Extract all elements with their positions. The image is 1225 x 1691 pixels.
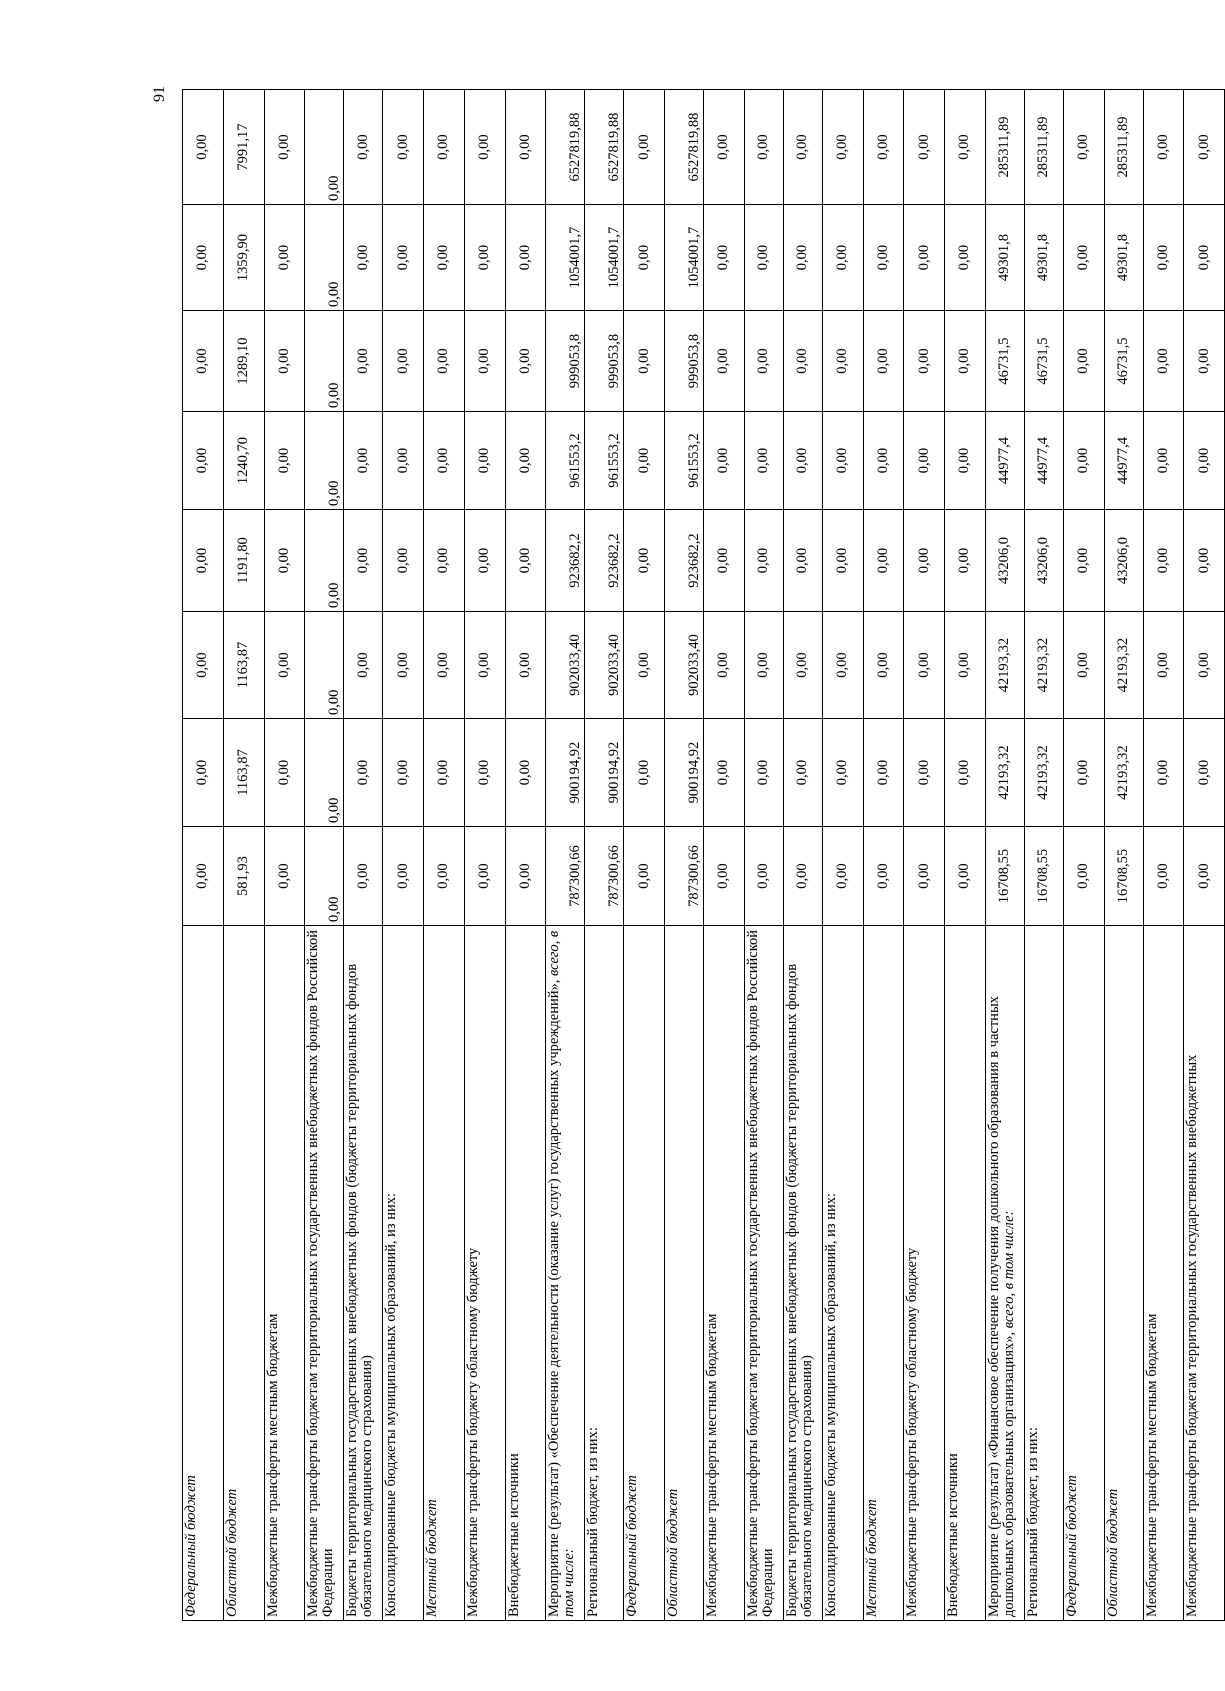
table-row: [822, 90, 863, 1621]
value-cell: 0,00: [1184, 612, 1225, 719]
row-label-note: всего, в том числе:: [1000, 1210, 1017, 1332]
value-cell: 0,00: [264, 311, 305, 412]
table-row: [904, 90, 945, 1621]
value-cell: 43206,0: [985, 510, 1024, 612]
row-label: [223, 926, 264, 1621]
value-cell: 0,00: [505, 827, 546, 926]
value-cell: 0,00: [904, 612, 945, 719]
value-cell: 1359,90: [223, 205, 264, 311]
value-cell: 0,00: [1143, 311, 1184, 412]
value-cell: 0,00: [945, 510, 986, 612]
row-label-text: Межбюджетные трансферты местным бюджетам: [1143, 1313, 1160, 1617]
value-cell: 0,00: [183, 412, 224, 510]
value-cell: 0,00: [183, 90, 224, 205]
value-cell: 1054001,7: [546, 205, 585, 311]
value-cell: 0,00: [505, 311, 546, 412]
value-cell: 0,00: [264, 719, 305, 827]
value-cell: 0,00: [464, 510, 505, 612]
row-label: [305, 926, 344, 1621]
value-cell: 0,00: [744, 827, 783, 926]
table-row: [223, 90, 264, 1621]
value-cell: 0,00: [505, 90, 546, 205]
value-cell: 0,00: [945, 719, 986, 827]
value-cell: 0,00: [822, 311, 863, 412]
value-cell: 42193,32: [1104, 719, 1143, 827]
value-cell: 7991,17: [223, 90, 264, 205]
row-label: [464, 926, 505, 1621]
value-cell: 0,00: [305, 612, 344, 719]
value-cell: 0,00: [704, 205, 745, 311]
value-cell: 0,00: [464, 612, 505, 719]
value-cell: 0,00: [305, 827, 344, 926]
table-row: [424, 90, 465, 1621]
value-cell: 6527819,88: [546, 90, 585, 205]
row-label: [822, 926, 863, 1621]
value-cell: 581,93: [223, 827, 264, 926]
value-cell: 0,00: [904, 311, 945, 412]
value-cell: 1163,87: [223, 612, 264, 719]
table-row: [585, 90, 624, 1621]
value-cell: 0,00: [624, 311, 665, 412]
row-label-text: Мероприятие (результат) «Финансовое обеспечение получения дошкольного образования в частных дошкольных образовательных организациях»,: [985, 996, 1017, 1617]
value-cell: 0,00: [783, 612, 822, 719]
row-label-text: Межбюджетные трансферты бюджету областному бюджету: [464, 1247, 481, 1617]
value-cell: 0,00: [1184, 311, 1225, 412]
value-cell: 42193,32: [1024, 612, 1063, 719]
row-label: [624, 926, 665, 1621]
value-cell: 46731,5: [985, 311, 1024, 412]
value-cell: 0,00: [863, 827, 904, 926]
value-cell: 0,00: [305, 412, 344, 510]
value-cell: 0,00: [183, 510, 224, 612]
row-label: [904, 926, 945, 1621]
table-row: [546, 90, 585, 1621]
value-cell: 0,00: [383, 205, 424, 311]
row-label-text: Межбюджетные трансферты бюджету областному бюджету: [904, 1247, 921, 1617]
value-cell: 46731,5: [1104, 311, 1143, 412]
value-cell: 1289,10: [223, 311, 264, 412]
value-cell: 0,00: [822, 205, 863, 311]
value-cell: 0,00: [344, 205, 383, 311]
value-cell: 787300,66: [665, 827, 704, 926]
value-cell: 0,00: [383, 510, 424, 612]
value-cell: 900194,92: [585, 719, 624, 827]
value-cell: 0,00: [822, 90, 863, 205]
value-cell: 0,00: [863, 205, 904, 311]
value-cell: 1163,87: [223, 719, 264, 827]
value-cell: 0,00: [863, 412, 904, 510]
value-cell: 1191,80: [223, 510, 264, 612]
table-row: [1024, 90, 1063, 1621]
value-cell: 0,00: [464, 90, 505, 205]
row-label-text: Федеральный бюджет: [1063, 1475, 1080, 1617]
value-cell: 787300,66: [546, 827, 585, 926]
row-label-text: Местный бюджет: [863, 1499, 880, 1617]
row-label: [505, 926, 546, 1621]
value-cell: 16708,55: [1024, 827, 1063, 926]
value-cell: 0,00: [264, 412, 305, 510]
value-cell: 0,00: [863, 612, 904, 719]
row-label: [1063, 926, 1104, 1621]
value-cell: 0,00: [863, 311, 904, 412]
row-label: [264, 926, 305, 1621]
value-cell: 0,00: [183, 612, 224, 719]
value-cell: 0,00: [424, 205, 465, 311]
row-label-text: Областной бюджет: [223, 1488, 240, 1617]
value-cell: 923682,2: [585, 510, 624, 612]
value-cell: 0,00: [744, 510, 783, 612]
value-cell: 0,00: [1184, 719, 1225, 827]
value-cell: 43206,0: [1024, 510, 1063, 612]
value-cell: 0,00: [1143, 510, 1184, 612]
table-row: [945, 90, 986, 1621]
value-cell: 0,00: [183, 311, 224, 412]
value-cell: 0,00: [305, 311, 344, 412]
budget-table: [182, 89, 1225, 1621]
row-label: [704, 926, 745, 1621]
value-cell: 42193,32: [1024, 719, 1063, 827]
value-cell: 0,00: [264, 205, 305, 311]
table-row: [624, 90, 665, 1621]
value-cell: 0,00: [704, 90, 745, 205]
table-row: [344, 90, 383, 1621]
table-row: [704, 90, 745, 1621]
value-cell: 0,00: [624, 719, 665, 827]
row-label: [1143, 926, 1184, 1621]
row-label-text: Внебюджетные источники: [505, 1453, 522, 1617]
table-row: [665, 90, 704, 1621]
value-cell: 0,00: [863, 90, 904, 205]
value-cell: 0,00: [305, 510, 344, 612]
value-cell: 0,00: [344, 311, 383, 412]
value-cell: 46731,5: [1024, 311, 1063, 412]
row-label-text: Консолидированные бюджеты муниципальных образований, из них:: [822, 1192, 839, 1617]
value-cell: 44977,4: [1104, 412, 1143, 510]
row-label: [183, 926, 224, 1621]
value-cell: 0,00: [344, 510, 383, 612]
row-label: [1184, 926, 1225, 1621]
value-cell: 0,00: [464, 205, 505, 311]
row-label-text: Межбюджетные трансферты бюджетам территориальных государственных внебюджетных фондов Российской Федерации: [744, 929, 776, 1617]
value-cell: 42193,32: [985, 719, 1024, 827]
row-label-text: Бюджеты территориальных государственных внебюджетных фондов (бюджеты территориальных фондов обязательного медицинского страхования): [344, 963, 376, 1617]
value-cell: 902033,40: [546, 612, 585, 719]
value-cell: 42193,32: [985, 612, 1024, 719]
value-cell: 787300,66: [585, 827, 624, 926]
row-label-text: Федеральный бюджет: [183, 1475, 199, 1617]
value-cell: 0,00: [1063, 311, 1104, 412]
value-cell: 0,00: [904, 412, 945, 510]
value-cell: 0,00: [704, 412, 745, 510]
value-cell: 999053,8: [546, 311, 585, 412]
value-cell: 0,00: [344, 612, 383, 719]
row-label: [945, 926, 986, 1621]
value-cell: 0,00: [424, 827, 465, 926]
value-cell: 900194,92: [546, 719, 585, 827]
value-cell: 0,00: [1063, 412, 1104, 510]
value-cell: 0,00: [344, 827, 383, 926]
value-cell: 902033,40: [585, 612, 624, 719]
value-cell: 6527819,88: [585, 90, 624, 205]
row-label-text: Межбюджетные трансферты бюджетам территориальных государственных внебюджетных фондов Российской Федерации: [305, 929, 337, 1617]
table-row: [783, 90, 822, 1621]
value-cell: 0,00: [264, 827, 305, 926]
row-label: [585, 926, 624, 1621]
value-cell: 49301,8: [1024, 205, 1063, 311]
row-label-text: Бюджеты территориальных государственных внебюджетных фондов (бюджеты территориальных фондов обязательного медицинского страхования): [783, 963, 815, 1617]
value-cell: 900194,92: [665, 719, 704, 827]
value-cell: 0,00: [383, 311, 424, 412]
value-cell: 0,00: [783, 719, 822, 827]
value-cell: 0,00: [424, 612, 465, 719]
value-cell: 0,00: [624, 612, 665, 719]
value-cell: 285311,89: [985, 90, 1024, 205]
value-cell: 0,00: [1143, 412, 1184, 510]
value-cell: 0,00: [344, 412, 383, 510]
row-label: [1024, 926, 1063, 1621]
table-row: [1104, 90, 1143, 1621]
row-label: [744, 926, 783, 1621]
row-label-text: Внебюджетные источники: [945, 1453, 961, 1617]
value-cell: 0,00: [1184, 827, 1225, 926]
value-cell: 0,00: [383, 90, 424, 205]
value-cell: 0,00: [783, 827, 822, 926]
row-label-text: Консолидированные бюджеты муниципальных образований, из них:: [383, 1192, 400, 1617]
value-cell: 49301,8: [985, 205, 1024, 311]
value-cell: 0,00: [383, 719, 424, 827]
value-cell: 0,00: [744, 612, 783, 719]
row-label: [546, 926, 585, 1621]
table-row: [464, 90, 505, 1621]
value-cell: 0,00: [704, 827, 745, 926]
page-number: 91: [151, 86, 168, 102]
row-label: [863, 926, 904, 1621]
value-cell: 0,00: [1143, 90, 1184, 205]
value-cell: 0,00: [264, 612, 305, 719]
value-cell: 0,00: [945, 90, 986, 205]
row-label-text: Мероприятие (результат) «Обеспечение деятельности (оказание услуг) государственных учреждений»,: [546, 979, 563, 1617]
value-cell: 0,00: [904, 205, 945, 311]
value-cell: 0,00: [704, 612, 745, 719]
table-row: [1184, 90, 1225, 1621]
value-cell: 0,00: [624, 412, 665, 510]
table-row: [985, 90, 1024, 1621]
value-cell: 0,00: [945, 412, 986, 510]
value-cell: 0,00: [1143, 612, 1184, 719]
value-cell: 0,00: [624, 510, 665, 612]
value-cell: 0,00: [183, 827, 224, 926]
row-label-text: Межбюджетные трансферты бюджетам территориальных государственных внебюджетных: [1184, 1054, 1201, 1617]
value-cell: 961553,2: [585, 412, 624, 510]
value-cell: 0,00: [704, 719, 745, 827]
value-cell: 0,00: [424, 311, 465, 412]
value-cell: 0,00: [305, 719, 344, 827]
table-row: [744, 90, 783, 1621]
value-cell: 1054001,7: [665, 205, 704, 311]
table-row: [505, 90, 546, 1621]
value-cell: 0,00: [183, 719, 224, 827]
value-cell: 0,00: [464, 311, 505, 412]
budget-table-body: [183, 90, 1225, 1621]
value-cell: 6527819,88: [665, 90, 704, 205]
value-cell: 0,00: [344, 90, 383, 205]
value-cell: 49301,8: [1104, 205, 1143, 311]
value-cell: 0,00: [624, 827, 665, 926]
value-cell: 0,00: [305, 90, 344, 205]
row-label: [383, 926, 424, 1621]
value-cell: 0,00: [904, 719, 945, 827]
row-label-text: Федеральный бюджет: [624, 1475, 641, 1617]
value-cell: 0,00: [863, 719, 904, 827]
value-cell: 0,00: [1184, 412, 1225, 510]
value-cell: 0,00: [704, 311, 745, 412]
value-cell: 961553,2: [546, 412, 585, 510]
value-cell: 0,00: [505, 510, 546, 612]
value-cell: 0,00: [1063, 205, 1104, 311]
value-cell: 0,00: [744, 90, 783, 205]
table-row: [1143, 90, 1184, 1621]
value-cell: 0,00: [383, 612, 424, 719]
row-label-text: Межбюджетные трансферты местным бюджетам: [704, 1313, 720, 1617]
value-cell: 0,00: [945, 311, 986, 412]
value-cell: 0,00: [505, 205, 546, 311]
value-cell: 0,00: [1184, 205, 1225, 311]
value-cell: 0,00: [1063, 510, 1104, 612]
value-cell: 0,00: [505, 719, 546, 827]
value-cell: 0,00: [945, 827, 986, 926]
value-cell: 0,00: [744, 311, 783, 412]
value-cell: 0,00: [305, 205, 344, 311]
value-cell: 1054001,7: [585, 205, 624, 311]
value-cell: 0,00: [1184, 90, 1225, 205]
table-row: [863, 90, 904, 1621]
value-cell: 285311,89: [1104, 90, 1143, 205]
value-cell: 0,00: [464, 412, 505, 510]
value-cell: 0,00: [264, 90, 305, 205]
value-cell: 0,00: [1143, 205, 1184, 311]
value-cell: 0,00: [624, 205, 665, 311]
value-cell: 0,00: [704, 510, 745, 612]
value-cell: 0,00: [783, 412, 822, 510]
table-row: [383, 90, 424, 1621]
value-cell: 42193,32: [1104, 612, 1143, 719]
value-cell: 0,00: [264, 510, 305, 612]
table-row: [1063, 90, 1104, 1621]
value-cell: 0,00: [1063, 719, 1104, 827]
value-cell: 0,00: [1063, 612, 1104, 719]
value-cell: 961553,2: [665, 412, 704, 510]
value-cell: 0,00: [1063, 827, 1104, 926]
table-row: [264, 90, 305, 1621]
value-cell: 0,00: [744, 412, 783, 510]
value-cell: 43206,0: [1104, 510, 1143, 612]
value-cell: 0,00: [904, 510, 945, 612]
value-cell: 0,00: [783, 311, 822, 412]
row-label-text: Региональный бюджет, из них:: [585, 1427, 602, 1617]
value-cell: 0,00: [505, 612, 546, 719]
value-cell: 999053,8: [665, 311, 704, 412]
value-cell: 0,00: [904, 827, 945, 926]
row-label-text: Областной бюджет: [1104, 1488, 1121, 1617]
value-cell: 0,00: [464, 827, 505, 926]
value-cell: 16708,55: [985, 827, 1024, 926]
value-cell: 0,00: [863, 510, 904, 612]
row-label-text: Областной бюджет: [665, 1488, 681, 1617]
row-label-text: Местный бюджет: [424, 1499, 440, 1617]
value-cell: 16708,55: [1104, 827, 1143, 926]
row-label-text: Межбюджетные трансферты местным бюджетам: [264, 1313, 281, 1617]
value-cell: 0,00: [744, 719, 783, 827]
row-label: [783, 926, 822, 1621]
value-cell: 0,00: [424, 412, 465, 510]
value-cell: 0,00: [1143, 827, 1184, 926]
value-cell: 902033,40: [665, 612, 704, 719]
value-cell: 0,00: [822, 827, 863, 926]
row-label: [424, 926, 465, 1621]
value-cell: 44977,4: [985, 412, 1024, 510]
value-cell: 0,00: [822, 719, 863, 827]
value-cell: 0,00: [1143, 719, 1184, 827]
value-cell: 0,00: [505, 412, 546, 510]
value-cell: 0,00: [383, 827, 424, 926]
value-cell: 0,00: [183, 205, 224, 311]
row-label: [665, 926, 704, 1621]
value-cell: 0,00: [822, 412, 863, 510]
row-label-text: Региональный бюджет, из них:: [1024, 1427, 1041, 1617]
value-cell: 0,00: [783, 90, 822, 205]
value-cell: 0,00: [744, 205, 783, 311]
value-cell: 0,00: [464, 719, 505, 827]
value-cell: 923682,2: [546, 510, 585, 612]
table-row: [305, 90, 344, 1621]
value-cell: 44977,4: [1024, 412, 1063, 510]
value-cell: 0,00: [822, 510, 863, 612]
value-cell: 0,00: [1063, 90, 1104, 205]
value-cell: 923682,2: [665, 510, 704, 612]
value-cell: 0,00: [383, 412, 424, 510]
row-label: [985, 926, 1024, 1621]
value-cell: 0,00: [822, 612, 863, 719]
value-cell: 0,00: [344, 719, 383, 827]
value-cell: 0,00: [624, 90, 665, 205]
row-label-note: всего, в том числе:: [546, 930, 578, 1617]
value-cell: 0,00: [1184, 510, 1225, 612]
value-cell: 285311,89: [1024, 90, 1063, 205]
table-row: [183, 90, 224, 1621]
value-cell: 0,00: [424, 510, 465, 612]
value-cell: 0,00: [424, 90, 465, 205]
row-label: [1104, 926, 1143, 1621]
rotated-page-content: [182, 90, 1225, 1621]
value-cell: 0,00: [424, 719, 465, 827]
value-cell: 999053,8: [585, 311, 624, 412]
value-cell: 0,00: [945, 205, 986, 311]
value-cell: 1240,70: [223, 412, 264, 510]
value-cell: 0,00: [945, 612, 986, 719]
value-cell: 0,00: [783, 510, 822, 612]
value-cell: 0,00: [904, 90, 945, 205]
row-label: [344, 926, 383, 1621]
value-cell: 0,00: [783, 205, 822, 311]
